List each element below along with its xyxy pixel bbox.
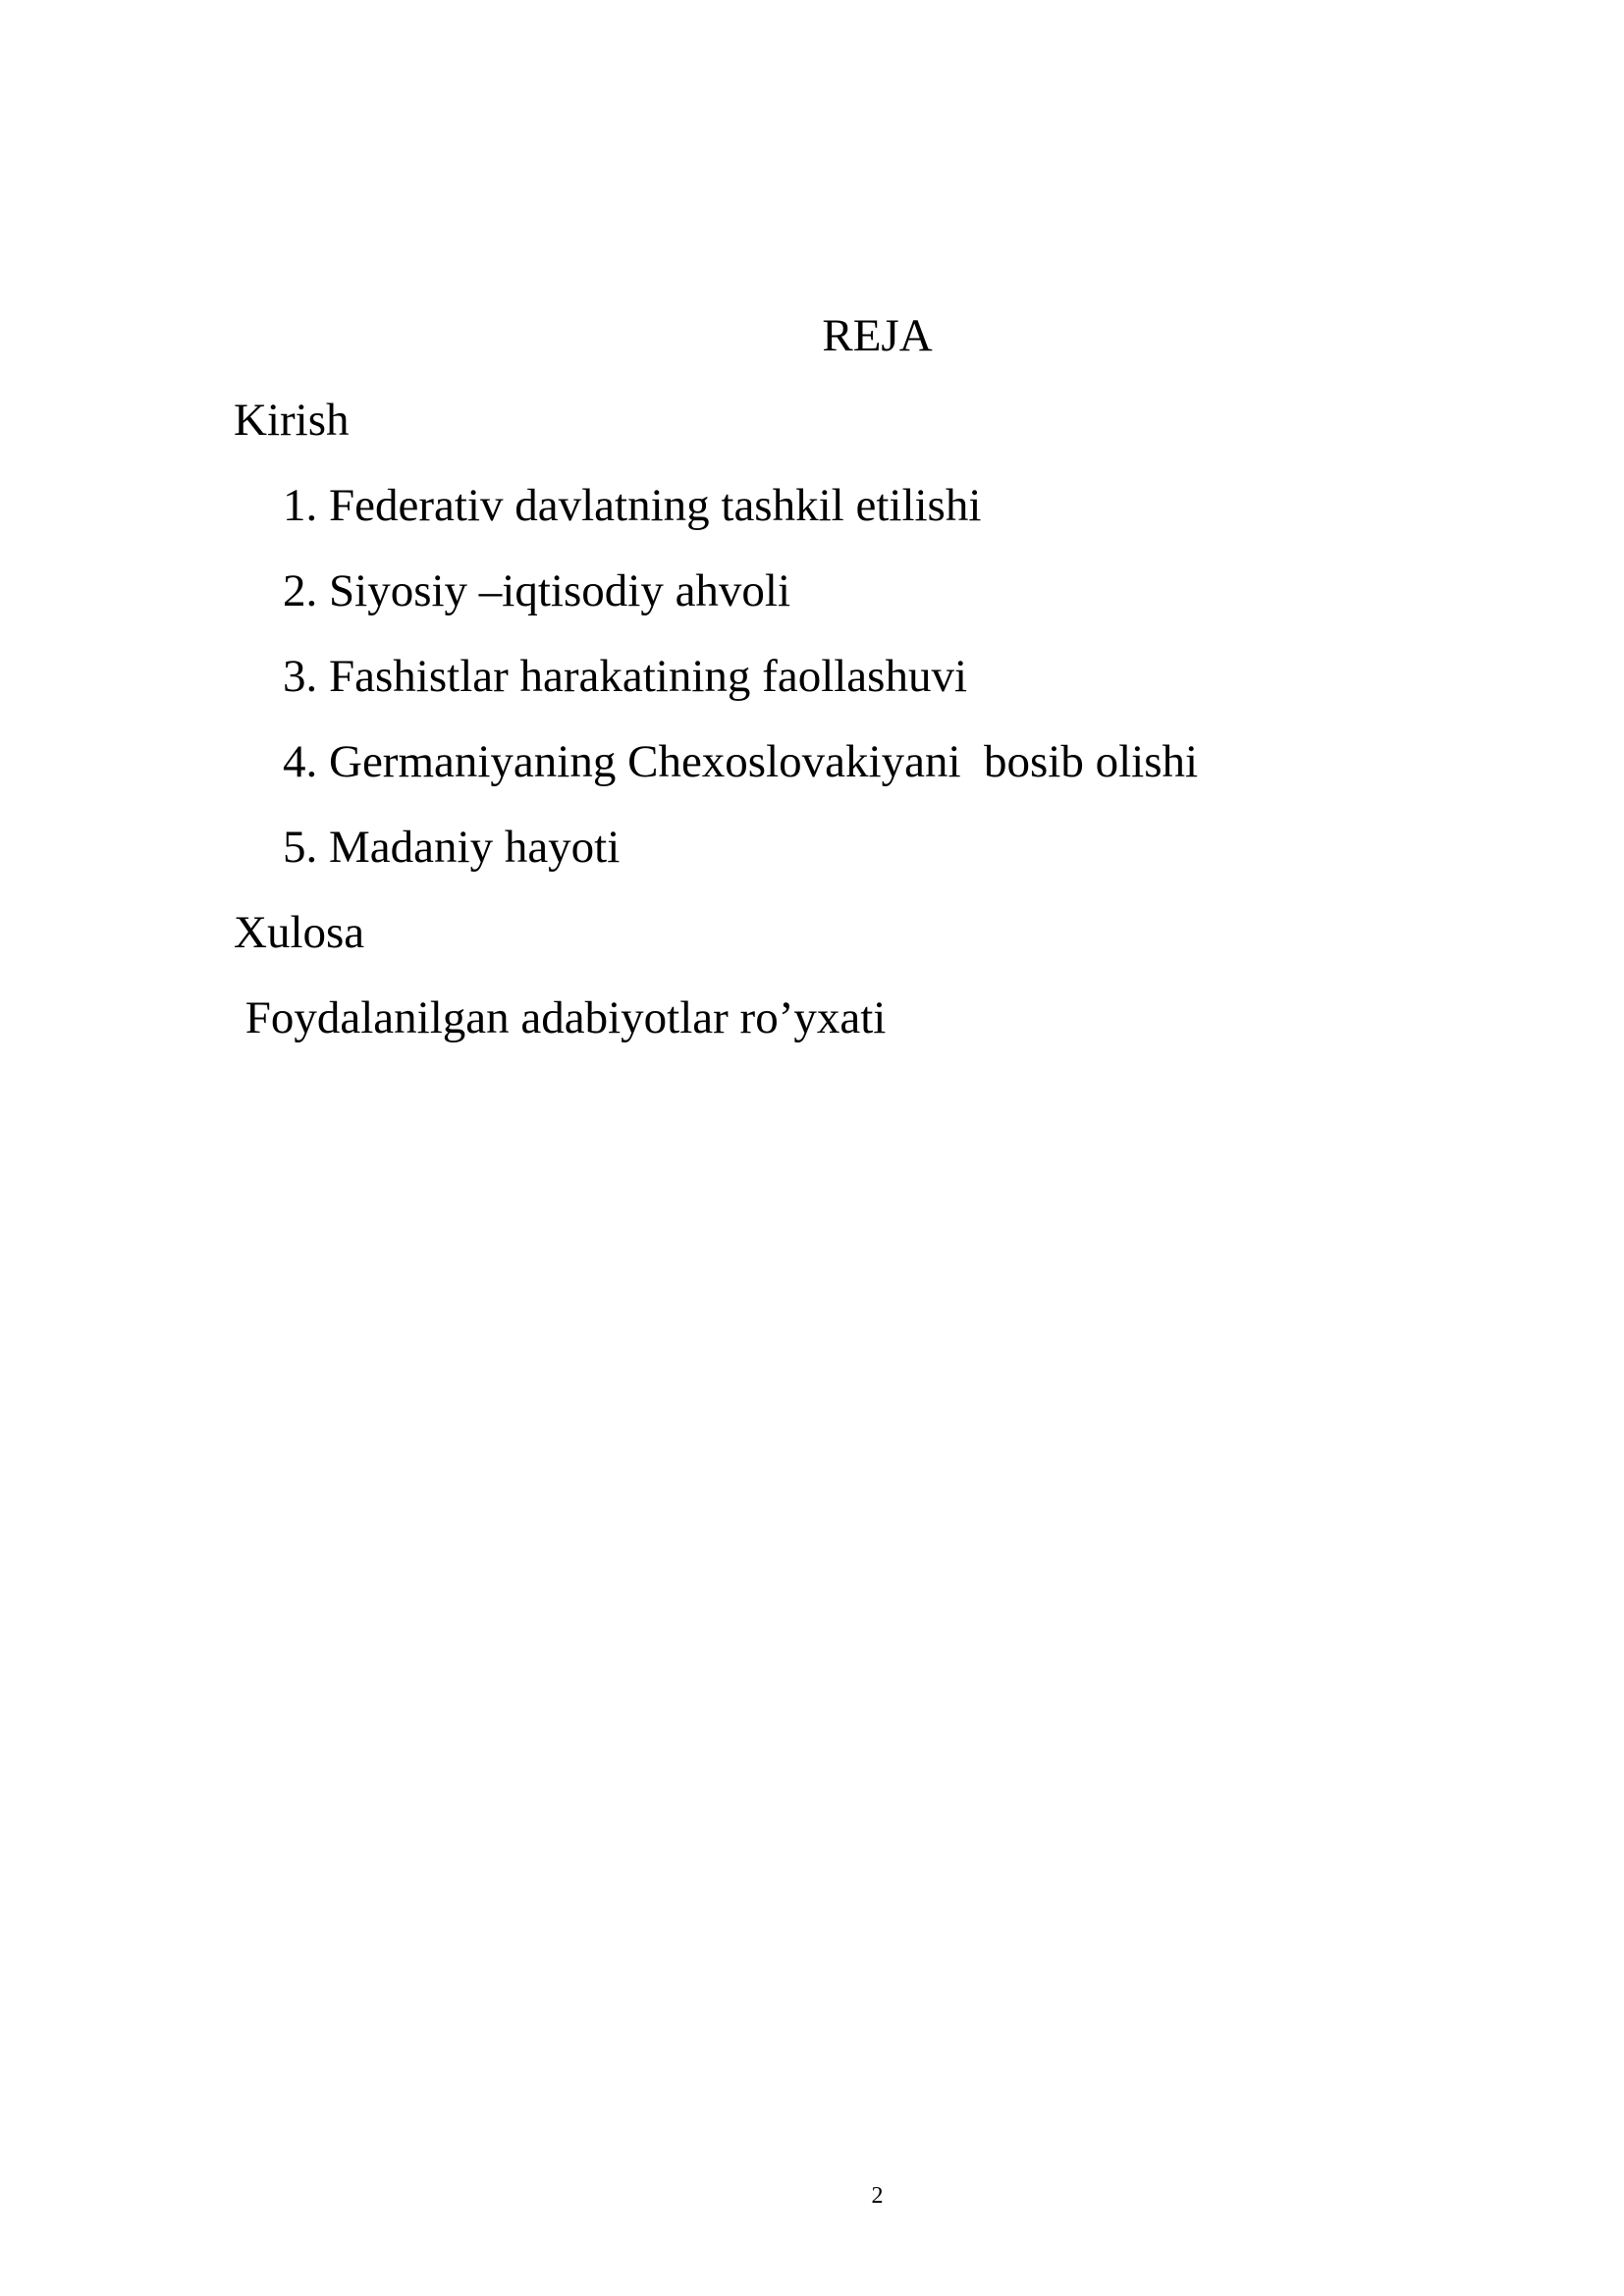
list-item (283, 476, 981, 535)
list-item-number: 4. (283, 736, 318, 787)
list-item (283, 732, 1198, 791)
list-item-text: Madaniy hayoti (329, 822, 621, 873)
list-item (283, 647, 967, 706)
page-title: REJA (822, 310, 933, 361)
list-item-text: Siyosiy –iqtisodiy ahvoli (329, 565, 791, 616)
list-item-text: Fashistlar harakatining faollashuvi (329, 651, 968, 702)
list-item-number: 5. (283, 822, 318, 873)
references-heading: Foydalanilgan adabiyotlar ro’yxati (234, 992, 887, 1043)
list-item-number: 3. (283, 651, 318, 702)
list-item-number: 2. (283, 565, 318, 616)
list-item (283, 561, 790, 620)
list-item (283, 818, 620, 877)
list-item-text: Federativ davlatning tashkil etilishi (329, 480, 982, 531)
conclusion-heading: Xulosa (234, 907, 365, 958)
list-item-number: 1. (283, 480, 318, 531)
page-number: 2 (871, 2183, 884, 2209)
list-item-text: Germaniyaning Chexoslovakiyani bosib olishi (329, 736, 1199, 787)
intro-heading: Kirish (234, 395, 350, 446)
